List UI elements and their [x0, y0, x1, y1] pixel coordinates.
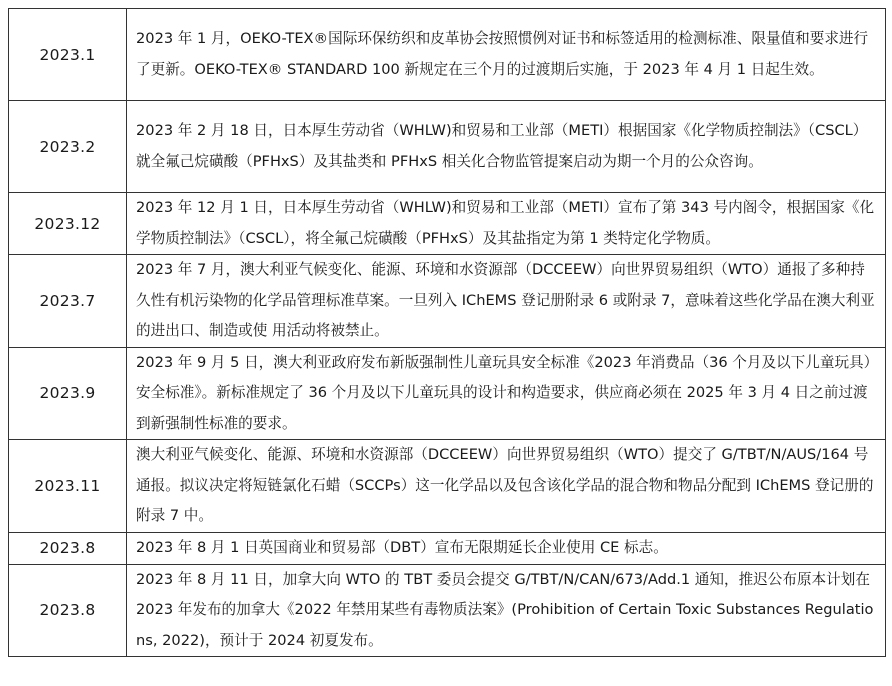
date-cell: 2023.11	[9, 440, 127, 533]
table-row	[9, 255, 886, 348]
table-row	[9, 9, 886, 101]
date-cell: 2023.12	[9, 193, 127, 255]
date-cell: 2023.8	[9, 564, 127, 657]
date-cell: 2023.1	[9, 9, 127, 101]
date-cell: 2023.9	[9, 347, 127, 440]
description-cell: 2023 年 8 月 1 日英国商业和贸易部（DBT）宣布无限期延长企业使用 CE 标志。	[127, 533, 886, 565]
description-cell: 2023 年 2 月 18 日，日本厚生劳动省（WHLW)和贸易和工业部（METI）根据国家《化学物质控制法》（CSCL）就全氟己烷磺酸（PFHxS）及其盐类和 PFHxS 相关化合物监管提案启动为期一个月的公众咨询。	[127, 101, 886, 193]
table-row	[9, 347, 886, 440]
description-cell: 2023 年 1 月，OEKO-TEX®国际环保纺织和皮革协会按照惯例对证书和标签适用的检测标准、限量值和要求进行了更新。OEKO-TEX® STANDARD 100 新规定在三个月的过渡期后实施，于 2023 年 4 月 1 日起生效。	[127, 9, 886, 101]
description-cell: 2023 年 9 月 5 日，澳大利亚政府发布新版强制性儿童玩具安全标准《2023 年消费品（36 个月及以下儿童玩具）安全标准》。新标准规定了 36 个月及以下儿童玩具的设计和构造要求，供应商必须在 2025 年 3 月 4 日之前过渡到新强制性标准的要求。	[127, 347, 886, 440]
date-cell: 2023.7	[9, 255, 127, 348]
table-row	[9, 193, 886, 255]
description-cell: 2023 年 7 月，澳大利亚气候变化、能源、环境和水资源部（DCCEEW）向世界贸易组织（WTO）通报了多种持久性有机污染物的化学品管理标准草案。一旦列入 IChEMS 登记册附录 6 或附录 7，意味着这些化学品在澳大利亚的进出口、制造或使 用活动将被禁止。	[127, 255, 886, 348]
table-row	[9, 440, 886, 533]
description-cell: 2023 年 12 月 1 日，日本厚生劳动省（WHLW)和贸易和工业部（METI）宣布了第 343 号内阁令，根据国家《化学物质控制法》（CSCL），将全氟己烷磺酸（PFHxS）及其盐指定为第 1 类特定化学物质。	[127, 193, 886, 255]
table-row	[9, 564, 886, 657]
table-row	[9, 101, 886, 193]
description-cell: 2023 年 8 月 11 日，加拿大向 WTO 的 TBT 委员会提交 G/TBT/N/CAN/673/Add.1 通知，推迟公布原本计划在 2023 年发布的加拿大《2022 年禁用某些有毒物质法案》(Prohibition of Certain Toxic Substances Regulations, 2022)，预计于 2024 初夏发布。	[127, 564, 886, 657]
table-row	[9, 533, 886, 565]
date-cell: 2023.8	[9, 533, 127, 565]
regulation-updates-table	[8, 8, 886, 657]
description-cell: 澳大利亚气候变化、能源、环境和水资源部（DCCEEW）向世界贸易组织（WTO）提交了 G/TBT/N/AUS/164 号通报。拟议决定将短链氯化石蜡（SCCPs）这一化学品以及包含该化学品的混合物和物品分配到 IChEMS 登记册的附录 7 中。	[127, 440, 886, 533]
date-cell: 2023.2	[9, 101, 127, 193]
